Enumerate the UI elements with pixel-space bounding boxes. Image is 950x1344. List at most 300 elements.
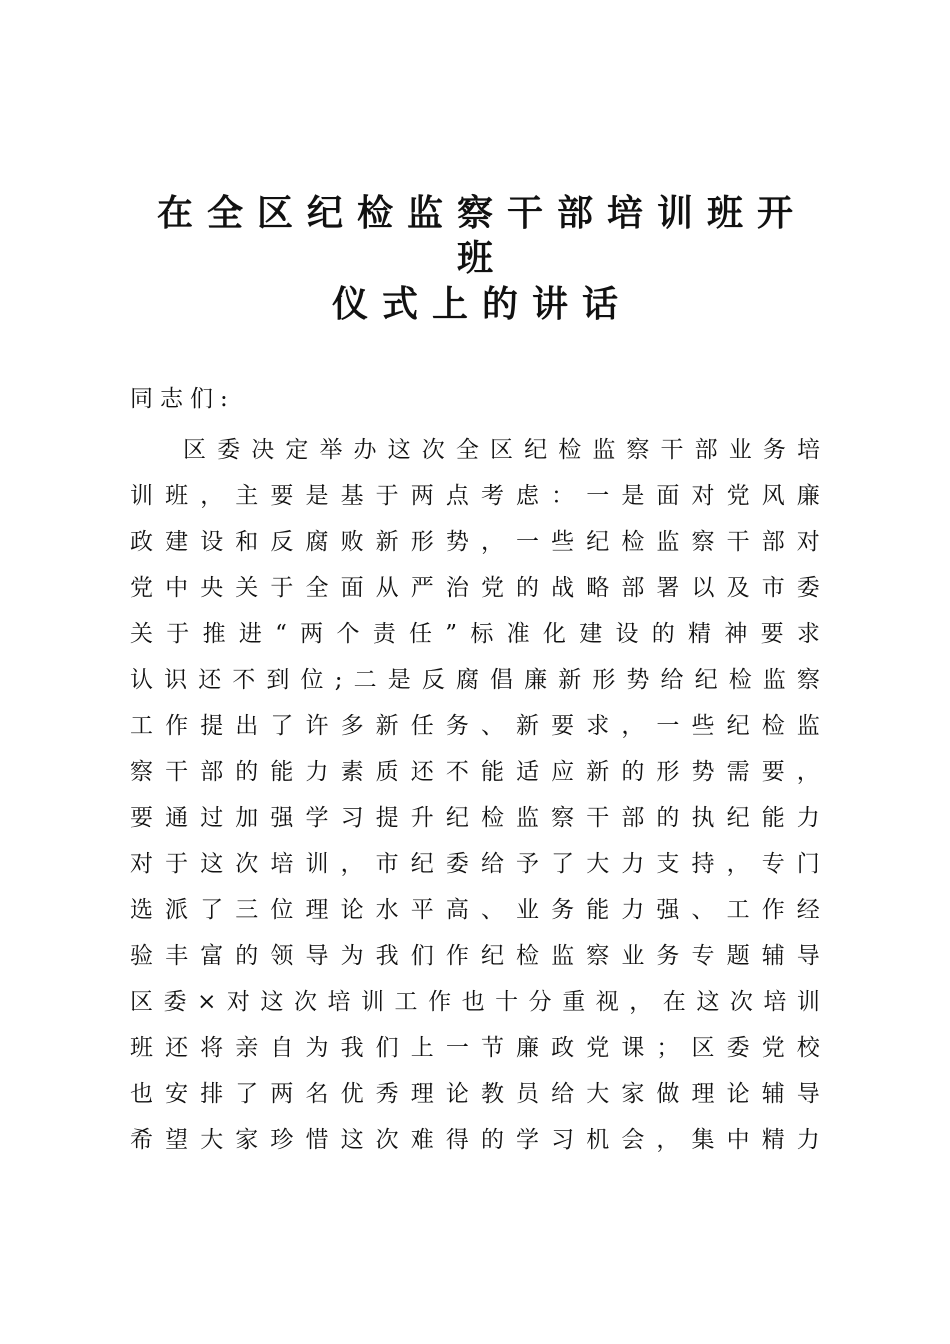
body-character: 于 (165, 851, 189, 877)
body-line (130, 1071, 820, 1117)
body-character: 是 (621, 483, 645, 509)
body-character: 对 (226, 989, 250, 1015)
body-character: 党 (586, 1035, 610, 1061)
body-character: 、 (480, 897, 504, 923)
body-character: 不 (232, 667, 256, 693)
body-character: 丰 (165, 943, 189, 969)
body-character: 建 (579, 621, 603, 647)
body-character: 专 (691, 943, 715, 969)
body-character: 对 (691, 483, 715, 509)
body-character: 要 (130, 805, 153, 831)
body-character: 责 (372, 621, 396, 647)
body-character: 能 (586, 897, 610, 923)
body-character: 还 (198, 667, 222, 693)
body-character: 检 (480, 805, 504, 831)
body-character: 题 (726, 943, 750, 969)
body-character: 理 (410, 1081, 434, 1107)
body-character: 位 (270, 897, 294, 923)
body-character: 治 (445, 575, 469, 601)
body-character: 设 (200, 529, 224, 555)
body-character: 部 (761, 529, 785, 555)
body-character: 们 (375, 1035, 399, 1061)
document-title-line-2: 班 (456, 237, 493, 279)
body-character: 形 (656, 759, 680, 785)
body-character: 强 (270, 805, 294, 831)
body-character: 检 (516, 943, 540, 969)
body-character: 力 (305, 759, 329, 785)
body-character: 上 (410, 1035, 434, 1061)
body-character: 部 (694, 437, 718, 463)
body-character: 训 (305, 851, 329, 877)
body-character: 我 (375, 943, 399, 969)
speech-body (130, 427, 820, 1163)
body-character: 虑 (516, 483, 540, 509)
body-line (130, 519, 820, 565)
body-character: 神 (724, 621, 748, 647)
body-character: 一 (445, 1035, 469, 1061)
body-character: 办 (353, 437, 377, 463)
body-line (130, 749, 820, 795)
body-character: ” (445, 621, 458, 647)
body-character: ， (340, 851, 364, 877)
body-character: 次 (375, 1127, 399, 1153)
body-character: 倡 (490, 667, 514, 693)
body-character: 会 (621, 1127, 645, 1153)
body-character: 工 (130, 713, 153, 739)
body-character: 决 (251, 437, 275, 463)
body-character: 课 (621, 1035, 645, 1061)
body-character: 以 (691, 575, 715, 601)
body-character: 集 (691, 1127, 715, 1153)
body-character: 次 (729, 989, 753, 1015)
body-character: 要 (551, 713, 575, 739)
body-character: 作 (445, 943, 469, 969)
body-character: 精 (761, 1127, 785, 1153)
body-character: 论 (445, 1081, 469, 1107)
body-character: 出 (235, 713, 259, 739)
body-character: ， (629, 989, 653, 1015)
body-character: 关 (235, 575, 259, 601)
body-character: 的 (516, 575, 540, 601)
body-character: 力 (796, 805, 820, 831)
body-line (130, 657, 820, 703)
body-character: 大 (200, 1127, 224, 1153)
body-character: 区 (130, 989, 153, 1015)
body-character: 主 (235, 483, 259, 509)
body-character: 腐 (305, 529, 329, 555)
body-character: 干 (165, 759, 189, 785)
body-character: 导 (796, 1081, 820, 1107)
body-character: 形 (592, 667, 616, 693)
body-character: 秀 (375, 1081, 399, 1107)
body-character: 战 (551, 575, 575, 601)
body-character: 经 (796, 897, 820, 923)
body-character: 提 (375, 805, 399, 831)
body-character: 们 (410, 943, 434, 969)
body-character: 要 (761, 759, 785, 785)
body-character: 的 (621, 759, 645, 785)
body-character: 一 (656, 713, 680, 739)
body-character: 论 (726, 1081, 750, 1107)
body-character: 名 (305, 1081, 329, 1107)
body-character: 执 (691, 805, 715, 831)
body-character: 理 (691, 1081, 715, 1107)
body-character: 识 (164, 667, 188, 693)
body-character: 一 (586, 483, 610, 509)
body-character: 严 (410, 575, 434, 601)
body-character: 察 (130, 759, 153, 785)
body-character: 建 (165, 529, 189, 555)
body-character: 论 (340, 897, 364, 923)
body-character: 二 (353, 667, 377, 693)
body-character: 工 (726, 897, 750, 923)
body-character: 领 (270, 943, 294, 969)
body-character: 廉 (524, 667, 548, 693)
body-character: 将 (200, 1035, 224, 1061)
body-line (130, 1025, 820, 1071)
body-character: 检 (761, 713, 785, 739)
body-character: 高 (445, 897, 469, 923)
body-character: 全 (455, 437, 479, 463)
body-character: 安 (165, 1081, 189, 1107)
body-character: 作 (428, 989, 452, 1015)
body-character: 为 (305, 1035, 329, 1061)
body-character: 党 (761, 1035, 785, 1061)
body-character: 训 (361, 989, 384, 1015)
body-character: 校 (796, 1035, 820, 1061)
body-character: 了 (235, 1081, 259, 1107)
body-character: 十 (495, 989, 519, 1015)
body-character: 在 (662, 989, 686, 1015)
body-character: 强 (656, 897, 680, 923)
document-title-line-3: 仪式上的讲话 (331, 283, 632, 325)
body-character: 了 (270, 713, 294, 739)
body-character: 部 (621, 805, 645, 831)
body-character: 标 (470, 621, 494, 647)
body-character: 委 (445, 851, 469, 877)
body-character: 业 (516, 897, 540, 923)
body-character: 于 (166, 621, 190, 647)
body-character: 要 (270, 483, 294, 509)
body-character: 监 (796, 713, 820, 739)
body-character: 不 (445, 759, 469, 785)
body-character: 习 (340, 805, 364, 831)
body-character: 能 (480, 759, 504, 785)
body-character: 分 (528, 989, 552, 1015)
body-character: 市 (761, 575, 785, 601)
salutation: 同志们: (130, 386, 235, 412)
body-character: 教 (480, 1081, 504, 1107)
body-character: 政 (130, 529, 153, 555)
body-character: 党 (480, 575, 504, 601)
body-character: 监 (516, 805, 540, 831)
body-character: 于 (375, 483, 399, 509)
body-line (130, 933, 820, 979)
body-character: 家 (235, 1127, 259, 1153)
body-character: 一 (516, 529, 540, 555)
body-character: ; (334, 667, 343, 693)
body-character: 了 (200, 897, 224, 923)
body-character: 加 (235, 805, 259, 831)
body-character: 新 (586, 759, 610, 785)
body-character: 察 (691, 529, 715, 555)
body-character: 对 (130, 851, 153, 877)
body-character: 纪 (726, 805, 750, 831)
body-character: 纪 (480, 943, 504, 969)
body-character: 求 (796, 621, 820, 647)
body-character: 望 (165, 1127, 189, 1153)
body-character: 败 (340, 529, 364, 555)
body-character: ， (200, 483, 224, 509)
body-character: 次 (421, 437, 445, 463)
body-character: 两 (300, 621, 324, 647)
body-character: 、 (480, 713, 504, 739)
body-character: 升 (410, 805, 434, 831)
body-character: 学 (305, 805, 329, 831)
body-character: 优 (340, 1081, 364, 1107)
body-character: 的 (651, 621, 675, 647)
body-character: 训 (796, 989, 820, 1015)
body-character: 察 (626, 437, 650, 463)
body-character: 署 (656, 575, 680, 601)
body-character: 形 (410, 529, 434, 555)
body-character: ， (726, 851, 750, 877)
body-character: 考 (480, 483, 504, 509)
body-character: 排 (200, 1081, 224, 1107)
body-character: 委 (726, 1035, 750, 1061)
body-character: 、 (691, 897, 715, 923)
body-character: 导 (796, 943, 820, 969)
body-character: 党 (726, 483, 750, 509)
body-character: 水 (375, 897, 399, 923)
body-character: ， (480, 529, 504, 555)
body-character: 验 (130, 943, 153, 969)
body-character: 检 (728, 667, 752, 693)
body-character: 的 (656, 805, 680, 831)
body-character: 这 (260, 989, 284, 1015)
body-character: 适 (516, 759, 540, 785)
body-character: 势 (445, 529, 469, 555)
body-character: 党 (130, 575, 153, 601)
body-character: 委 (163, 989, 187, 1015)
body-character: 惜 (305, 1127, 329, 1153)
body-character: 业 (621, 943, 645, 969)
body-character: 部 (200, 759, 224, 785)
body-character: 察 (586, 943, 610, 969)
document-title-line-1: 在全区纪检监察干部培训班开 (156, 192, 807, 234)
body-character: 习 (551, 1127, 575, 1153)
body-character: 点 (445, 483, 469, 509)
body-character: 理 (305, 897, 329, 923)
body-character: ， (796, 759, 820, 785)
body-character: 员 (516, 1081, 540, 1107)
body-line (130, 887, 820, 933)
body-character: 班 (165, 483, 189, 509)
body-character: 监 (592, 437, 616, 463)
body-character: 多 (340, 713, 364, 739)
body-character: 这 (696, 989, 720, 1015)
body-character: 富 (200, 943, 224, 969)
body-line (130, 1117, 820, 1163)
body-character: 支 (656, 851, 680, 877)
body-character: 的 (235, 759, 259, 785)
body-character: 势 (626, 667, 650, 693)
body-character: 察 (551, 805, 575, 831)
body-character: ， (621, 713, 645, 739)
body-character: 干 (726, 529, 750, 555)
body-character: 我 (340, 1035, 364, 1061)
body-character: 需 (726, 759, 750, 785)
body-character: 从 (375, 575, 399, 601)
body-character: 过 (200, 805, 224, 831)
body-character: 作 (165, 713, 189, 739)
body-character: 中 (165, 575, 189, 601)
body-character: 机 (586, 1127, 610, 1153)
body-character: 重 (562, 989, 586, 1015)
body-character: 导 (305, 943, 329, 969)
body-character: 设 (615, 621, 639, 647)
body-character: 纪 (694, 667, 718, 693)
body-character: 培 (796, 437, 820, 463)
body-character: 任 (410, 713, 434, 739)
body-character: 纪 (726, 713, 750, 739)
body-line (130, 703, 820, 749)
body-character: 两 (270, 1081, 294, 1107)
body-character: ， (656, 1127, 680, 1153)
body-character: 区 (691, 1035, 715, 1061)
body-character: 干 (660, 437, 684, 463)
body-character: 检 (621, 529, 645, 555)
body-character: 辅 (761, 1081, 785, 1107)
body-line (130, 427, 820, 473)
body-character: “ (275, 621, 287, 647)
body-character: 势 (691, 759, 715, 785)
body-character: 到 (266, 667, 290, 693)
body-character: 新 (375, 529, 399, 555)
body-character: 门 (796, 851, 820, 877)
body-character: 大 (586, 851, 610, 877)
body-character: 纪 (410, 851, 434, 877)
body-character: 次 (235, 851, 259, 877)
body-character: 能 (761, 805, 785, 831)
body-character: 能 (270, 759, 294, 785)
body-character: 认 (130, 667, 153, 693)
body-character: 个 (336, 621, 360, 647)
body-character: 自 (270, 1035, 294, 1061)
body-character: 质 (375, 759, 399, 785)
body-character: 委 (217, 437, 241, 463)
body-character: 培 (327, 989, 351, 1015)
body-character: 市 (375, 851, 399, 877)
body-character: 任 (409, 621, 433, 647)
body-character: 力 (796, 1127, 820, 1153)
body-character: 应 (551, 759, 575, 785)
body-character: 廉 (516, 1035, 540, 1061)
body-character: 家 (621, 1081, 645, 1107)
body-character: 给 (660, 667, 684, 693)
body-character: 委 (796, 575, 820, 601)
body-character: 次 (293, 989, 317, 1015)
body-character: 精 (688, 621, 712, 647)
body-character: 通 (165, 805, 189, 831)
body-character: 略 (586, 575, 610, 601)
body-character: 还 (410, 759, 434, 785)
body-character: 要 (760, 621, 784, 647)
body-character: 力 (621, 851, 645, 877)
body-character: 为 (340, 943, 364, 969)
body-character: 的 (235, 943, 259, 969)
body-character: 部 (621, 575, 645, 601)
body-character: 力 (621, 897, 645, 923)
body-character: ； (656, 1035, 680, 1061)
body-character: 务 (762, 437, 786, 463)
body-character: 基 (340, 483, 364, 509)
body-character: 监 (762, 667, 786, 693)
body-character: 新 (375, 713, 399, 739)
body-character: 派 (165, 897, 189, 923)
body-character: 纪 (524, 437, 548, 463)
body-character: 训 (130, 483, 153, 509)
body-character: 选 (130, 897, 153, 923)
body-character: 对 (796, 529, 820, 555)
body-character: 和 (235, 529, 259, 555)
body-character: 大 (586, 1081, 610, 1107)
body-line (130, 841, 820, 887)
body-character: 学 (516, 1127, 540, 1153)
body-line (130, 979, 820, 1025)
body-character: 节 (480, 1035, 504, 1061)
body-character: 推 (202, 621, 226, 647)
body-character: 作 (761, 897, 785, 923)
body-character: 培 (270, 851, 294, 877)
body-character: 位 (300, 667, 324, 693)
body-character: 辅 (761, 943, 785, 969)
body-character: 视 (595, 989, 619, 1015)
body-character: 了 (551, 851, 575, 877)
body-character: 希 (130, 1127, 153, 1153)
body-character: 培 (763, 989, 787, 1015)
body-character: 这 (200, 851, 224, 877)
body-character: 及 (726, 575, 750, 601)
body-character: 全 (305, 575, 329, 601)
body-character: 工 (394, 989, 418, 1015)
body-character: 检 (558, 437, 582, 463)
body-line (130, 473, 820, 519)
body-character: 务 (656, 943, 680, 969)
body-character: 给 (551, 1081, 575, 1107)
body-character: 珍 (270, 1127, 294, 1153)
body-character: 这 (387, 437, 411, 463)
body-character: 新 (516, 713, 540, 739)
body-character: 区 (489, 437, 513, 463)
body-character: 许 (305, 713, 329, 739)
body-character: 纪 (445, 805, 469, 831)
body-character: 察 (796, 667, 820, 693)
body-character: 得 (445, 1127, 469, 1153)
body-character: 中 (726, 1127, 750, 1153)
body-character: 是 (305, 483, 329, 509)
body-character: 三 (235, 897, 259, 923)
body-character: 两 (410, 483, 434, 509)
body-character: 反 (421, 667, 445, 693)
body-character: 还 (165, 1035, 189, 1061)
body-character: 监 (656, 529, 680, 555)
body-character: 央 (200, 575, 224, 601)
body-character: 风 (761, 483, 785, 509)
body-character: 干 (586, 805, 610, 831)
body-character: 区 (183, 437, 206, 463)
body-character: 面 (656, 483, 680, 509)
